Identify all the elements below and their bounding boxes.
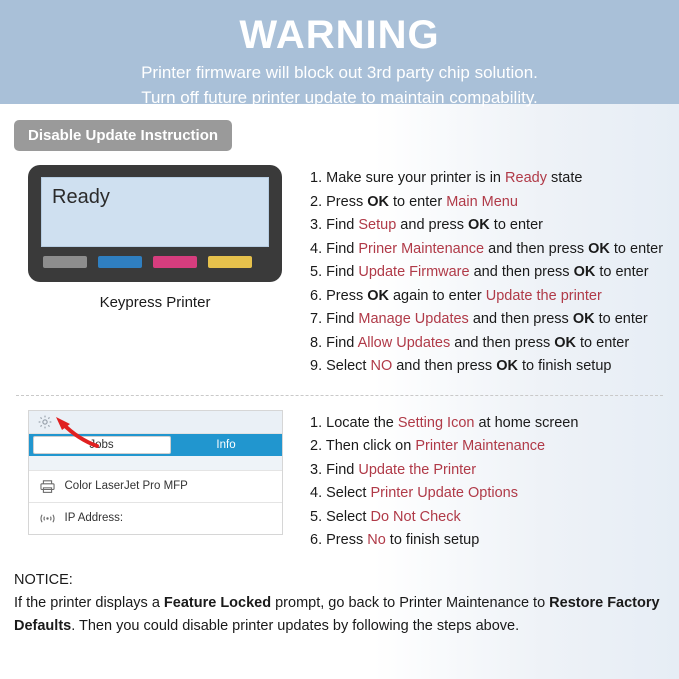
text-fragment: Allow Updates <box>357 334 451 351</box>
section-2 <box>0 396 679 553</box>
instruction-step <box>310 214 679 238</box>
gear-icon[interactable] <box>37 414 53 430</box>
instruction-step <box>310 332 679 356</box>
notice-title: NOTICE: <box>14 571 73 588</box>
touchscreen-panel-illustration <box>0 410 310 535</box>
panel-top-bar <box>29 411 282 434</box>
text-fragment: prompt, go back to Printer Maintenance to <box>271 594 550 611</box>
text-fragment: Press <box>326 287 368 304</box>
text-fragment: Then click on <box>325 438 416 454</box>
text-fragment: Main Menu <box>446 193 518 210</box>
text-fragment: Update Firmware <box>358 264 470 280</box>
tab-jobs[interactable]: Jobs <box>33 436 171 454</box>
printer-screen <box>41 177 269 247</box>
touchscreen-steps-list <box>310 410 679 553</box>
disable-update-instruction-badge: Disable Update Instruction <box>14 120 232 151</box>
printer-screen-text: Ready <box>52 186 110 208</box>
text-fragment: at home screen <box>474 414 579 431</box>
printer-icon <box>39 479 56 494</box>
text-fragment: to finish setup <box>517 358 612 374</box>
text-fragment: Feature Locked <box>163 594 272 611</box>
text-fragment: Printer Maintenance <box>415 438 546 454</box>
text-fragment: Update the Printer <box>358 461 477 478</box>
panel-row-printer-model-label: Color LaserJet Pro MFP <box>64 480 188 492</box>
instruction-step <box>310 529 679 553</box>
text-fragment: Find <box>326 217 359 233</box>
text-fragment: No <box>367 532 386 548</box>
instruction-step <box>310 308 679 332</box>
instruction-step <box>310 482 679 506</box>
text-fragment: Select <box>326 358 371 374</box>
text-fragment: Find <box>326 334 358 351</box>
warning-line-2: Turn off future printer update to maintain compability. <box>141 88 538 107</box>
text-fragment: Find <box>326 264 359 280</box>
instruction-step <box>310 435 679 459</box>
text-fragment: OK <box>367 193 389 210</box>
step-number: 2. <box>310 193 327 210</box>
text-fragment: Find <box>326 240 359 257</box>
text-fragment: Update the printer <box>485 287 602 304</box>
text-fragment: to enter <box>576 334 630 351</box>
text-fragment: Setting Icon <box>397 414 475 431</box>
instruction-step <box>310 412 679 436</box>
text-fragment: Defaults <box>14 617 72 634</box>
text-fragment: OK <box>588 240 610 257</box>
text-fragment: and then press <box>484 240 589 257</box>
text-fragment: and then press <box>450 334 555 351</box>
printer-caption: Keypress Printer <box>99 294 211 311</box>
text-fragment: to finish setup <box>385 532 480 548</box>
text-fragment: Select <box>326 508 371 525</box>
notice-body <box>14 592 665 638</box>
text-fragment: Press <box>326 532 368 548</box>
instruction-step <box>310 261 679 285</box>
panel-spacer <box>29 456 282 470</box>
text-fragment: to enter <box>609 240 664 257</box>
text-fragment: OK <box>468 217 490 233</box>
instruction-step <box>310 506 679 530</box>
printer-body <box>28 165 282 282</box>
text-fragment: Select <box>326 485 371 501</box>
step-number: 1. <box>310 170 327 186</box>
step-number: 5. <box>310 264 327 280</box>
step-number: 2. <box>310 438 326 454</box>
instruction-step <box>310 459 679 483</box>
text-fragment: NO <box>370 358 393 374</box>
text-fragment: OK <box>496 358 518 374</box>
instruction-step <box>310 167 679 191</box>
instruction-step <box>310 238 679 262</box>
text-fragment: Printer Update Options <box>370 485 518 501</box>
warning-banner <box>0 0 679 107</box>
text-fragment: Priner Maintenance <box>358 240 485 257</box>
text-fragment: Ready <box>505 170 547 186</box>
printer-button-yellow[interactable] <box>208 256 252 268</box>
instruction-step <box>310 285 679 309</box>
printer-button-pink[interactable] <box>153 256 197 268</box>
text-fragment: Restore Factory <box>549 594 660 611</box>
step-number: 5. <box>310 508 327 525</box>
panel-row-printer-model[interactable] <box>29 470 282 502</box>
section-1-header <box>0 104 679 151</box>
printer-touch-panel <box>28 410 283 535</box>
text-fragment: OK <box>573 264 596 280</box>
warning-title: WARNING <box>239 13 440 57</box>
printer-button-gray[interactable] <box>43 256 87 268</box>
text-fragment: state <box>546 170 583 186</box>
text-fragment: and then press <box>468 311 573 327</box>
notice-block <box>0 553 679 638</box>
printer-button-row <box>41 256 269 268</box>
step-number: 6. <box>310 287 327 304</box>
step-number: 9. <box>310 358 327 374</box>
panel-tabs <box>29 434 282 456</box>
wifi-icon <box>39 511 56 526</box>
instruction-step <box>310 355 679 379</box>
text-fragment: OK <box>554 334 576 351</box>
text-fragment: . Then you could disable printer updates by following the steps above. <box>71 617 520 634</box>
text-fragment: to enter <box>388 193 447 210</box>
text-fragment: again to enter <box>388 287 486 304</box>
text-fragment: Manage Updates <box>358 311 469 327</box>
step-number: 1. <box>310 414 327 431</box>
tab-info[interactable]: Info <box>216 438 236 451</box>
text-fragment: Setup <box>358 217 397 233</box>
text-fragment: Find <box>326 311 359 327</box>
text-fragment: and then press <box>392 358 497 374</box>
text-fragment: Do Not Check <box>370 508 461 525</box>
text-fragment: Make sure your printer is in <box>326 170 506 186</box>
step-number: 4. <box>310 485 327 501</box>
text-fragment: Press <box>326 193 368 210</box>
panel-row-ip-address[interactable] <box>29 502 282 534</box>
section-1 <box>0 151 679 379</box>
keypress-steps-list <box>310 165 679 379</box>
warning-line-1: Printer firmware will block out 3rd party chip solution. <box>141 63 538 82</box>
step-number: 4. <box>310 240 327 257</box>
keypress-printer-illustration <box>0 165 310 311</box>
instruction-step <box>310 191 679 215</box>
text-fragment: and then press <box>469 264 574 280</box>
step-number: 3. <box>310 461 327 478</box>
panel-row-ip-address-label: IP Address: <box>64 512 124 524</box>
text-fragment: Find <box>326 461 359 478</box>
text-fragment: Locate the <box>326 414 398 431</box>
step-number: 6. <box>310 532 327 548</box>
text-fragment: If the printer displays a <box>14 594 164 611</box>
text-fragment: and press <box>396 217 469 233</box>
printer-button-blue[interactable] <box>98 256 142 268</box>
text-fragment: OK <box>572 311 595 327</box>
step-number: 8. <box>310 334 327 351</box>
text-fragment: to enter <box>594 311 648 327</box>
text-fragment: to enter <box>489 217 543 233</box>
text-fragment: OK <box>367 287 389 304</box>
text-fragment: to enter <box>595 264 649 280</box>
step-number: 7. <box>310 311 327 327</box>
step-number: 3. <box>310 217 327 233</box>
